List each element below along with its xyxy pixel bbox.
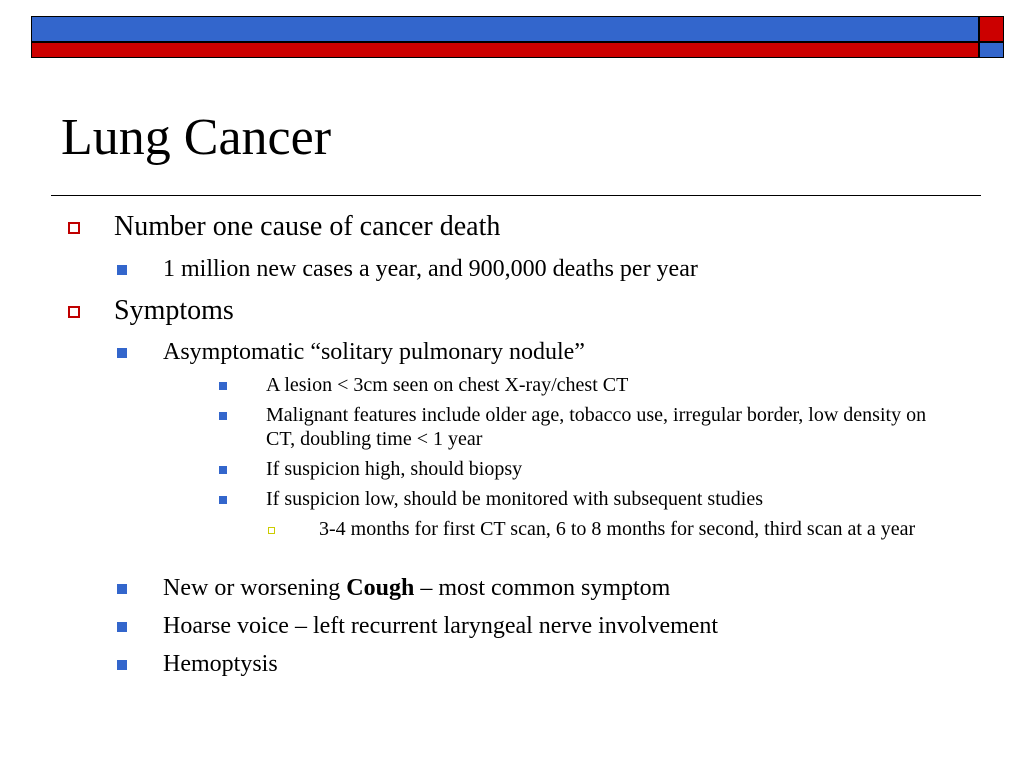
bullet-text <box>163 574 670 602</box>
slide-title: Lung Cancer <box>61 109 332 166</box>
bullet-text: Number one cause of cancer death <box>114 211 501 242</box>
bullet-suspicion-high <box>266 457 956 481</box>
bullet-hemoptysis <box>163 650 278 678</box>
bullet-malignant-features <box>266 403 956 451</box>
bullet-hoarse-voice <box>163 612 718 640</box>
bullet-text: If suspicion high, should biopsy <box>266 458 523 480</box>
bullet-text: 1 million new cases a year, and 900,000 deaths per year <box>163 256 698 282</box>
bullet-text: A lesion < 3cm seen on chest X-ray/chest CT <box>266 374 629 396</box>
small-square-bullet-icon <box>219 382 227 390</box>
small-square-bullet-icon <box>219 466 227 474</box>
bullet-leading-cause <box>114 211 500 243</box>
small-square-bullet-icon <box>219 496 227 504</box>
bullet-incidence <box>163 255 698 283</box>
bullet-text-emphasis: Cough <box>346 575 415 601</box>
square-bullet-icon <box>117 622 127 632</box>
square-bullet-icon <box>117 660 127 670</box>
header-bar-blue <box>31 16 979 42</box>
bullet-asymptomatic <box>163 338 585 366</box>
hollow-square-bullet-icon <box>68 222 80 234</box>
bullet-text: 3-4 months for first CT scan, 6 to 8 months for second, third scan at a year <box>319 518 916 540</box>
header-bar-red <box>31 42 979 58</box>
bullet-suspicion-low <box>266 487 956 511</box>
bullet-text: Malignant features include older age, tobacco use, irregular border, low density on CT, doubling time < 1 year <box>266 404 927 450</box>
bullet-text: Hoarse voice – left recurrent laryngeal nerve involvement <box>163 613 719 639</box>
square-bullet-icon <box>117 584 127 594</box>
bullet-text: Symptoms <box>114 295 234 326</box>
square-bullet-icon <box>117 265 127 275</box>
hollow-square-bullet-icon <box>68 306 80 318</box>
bullet-lesion-size <box>266 373 956 397</box>
bullet-text: Asymptomatic “solitary pulmonary nodule” <box>163 339 585 365</box>
bullet-text-lead: New or worsening <box>163 575 347 601</box>
small-square-bullet-icon <box>219 412 227 420</box>
hollow-square-bullet-icon <box>268 527 275 534</box>
bullet-text-tail: – most common symptom <box>414 575 671 601</box>
bullet-cough <box>163 574 670 602</box>
bullet-symptoms <box>114 295 234 327</box>
bullet-scan-schedule <box>319 516 981 542</box>
header-corner-blue <box>979 42 1004 58</box>
square-bullet-icon <box>117 348 127 358</box>
header-corner-red <box>979 16 1004 42</box>
bullet-text: If suspicion low, should be monitored with subsequent studies <box>266 488 763 510</box>
bullet-text: Hemoptysis <box>163 651 278 677</box>
title-divider <box>51 195 981 196</box>
